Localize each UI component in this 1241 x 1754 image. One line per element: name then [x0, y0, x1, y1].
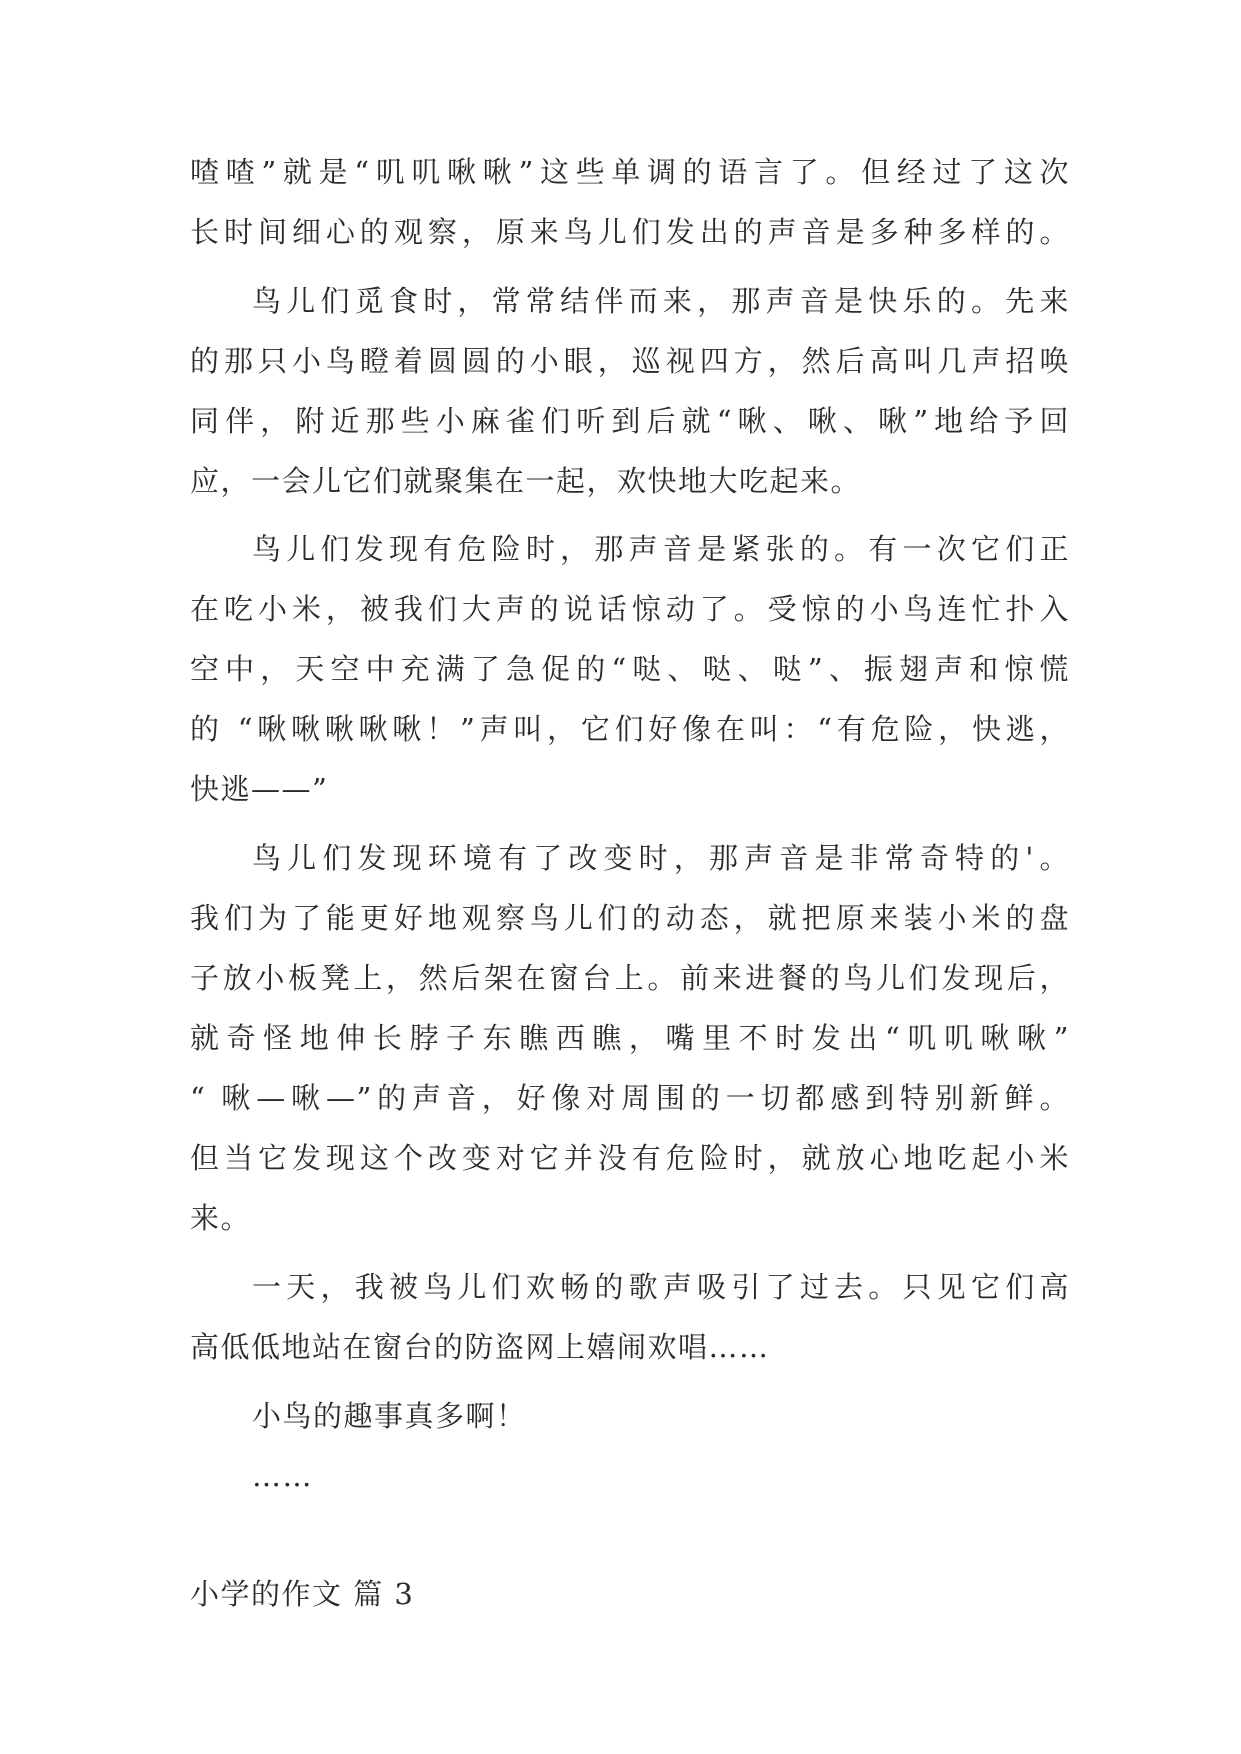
paragraph-first-line: 小鸟的趣事真多啊！: [252, 1399, 527, 1433]
paragraph-first-line: 鸟儿们觅食时，常常结伴而来，那声音是快乐的。先来: [252, 284, 1070, 318]
text-line: 的 “啾啾啾啾啾！”声叫，它们好像在叫：“有危险，快逃，: [190, 712, 1070, 746]
paragraph-first-line: 一天，我被鸟儿们欢畅的歌声吸引了过去。只见它们高: [252, 1270, 1070, 1304]
text-line: 应，一会儿它们就聚集在一起，欢快地大吃起来。: [190, 464, 862, 498]
text-line: 我们为了能更好地观察鸟儿们的动态，就把原来装小米的盘: [190, 901, 1070, 935]
text-line: 快逃——”: [190, 772, 329, 806]
text-line: 但当它发现这个改变对它并没有危险时，就放心地吃起小米: [190, 1141, 1070, 1175]
paragraph-first-line: 鸟儿们发现环境有了改变时，那声音是非常奇特的'。: [252, 841, 1070, 875]
text-line: 空中，天空中充满了急促的“哒、哒、哒”、振翅声和惊慌: [190, 652, 1070, 686]
ellipsis-line: ……: [252, 1459, 313, 1493]
text-line: 长时间细心的观察，原来鸟儿们发出的声音是多种多样的。: [190, 215, 1070, 249]
text-line: 同伴，附近那些小麻雀们听到后就“啾、啾、啾”地给予回: [190, 404, 1070, 438]
paragraph-first-line: 鸟儿们发现有危险时，那声音是紧张的。有一次它们正: [252, 532, 1070, 566]
text-line: 来。: [190, 1201, 252, 1235]
text-line: 子放小板凳上，然后架在窗台上。前来进餐的鸟儿们发现后，: [190, 961, 1070, 995]
text-line: 高低低地站在窗台的防盗网上嬉闹欢唱……: [190, 1330, 770, 1364]
text-line: 喳喳”就是“叽叽啾啾”这些单调的语言了。但经过了这次: [190, 155, 1070, 189]
text-line: 在吃小米，被我们大声的说话惊动了。受惊的小鸟连忙扑入: [190, 592, 1070, 626]
text-line: 就奇怪地伸长脖子东瞧西瞧，嘴里不时发出“叽叽啾啾”: [190, 1021, 1070, 1055]
section-heading: 小学的作文 篇 3: [190, 1577, 415, 1611]
text-line: 的那只小鸟瞪着圆圆的小眼，巡视四方，然后高叫几声招唤: [190, 344, 1070, 378]
text-line: “ 啾—啾—”的声音，好像对周围的一切都感到特别新鲜。: [190, 1081, 1070, 1115]
